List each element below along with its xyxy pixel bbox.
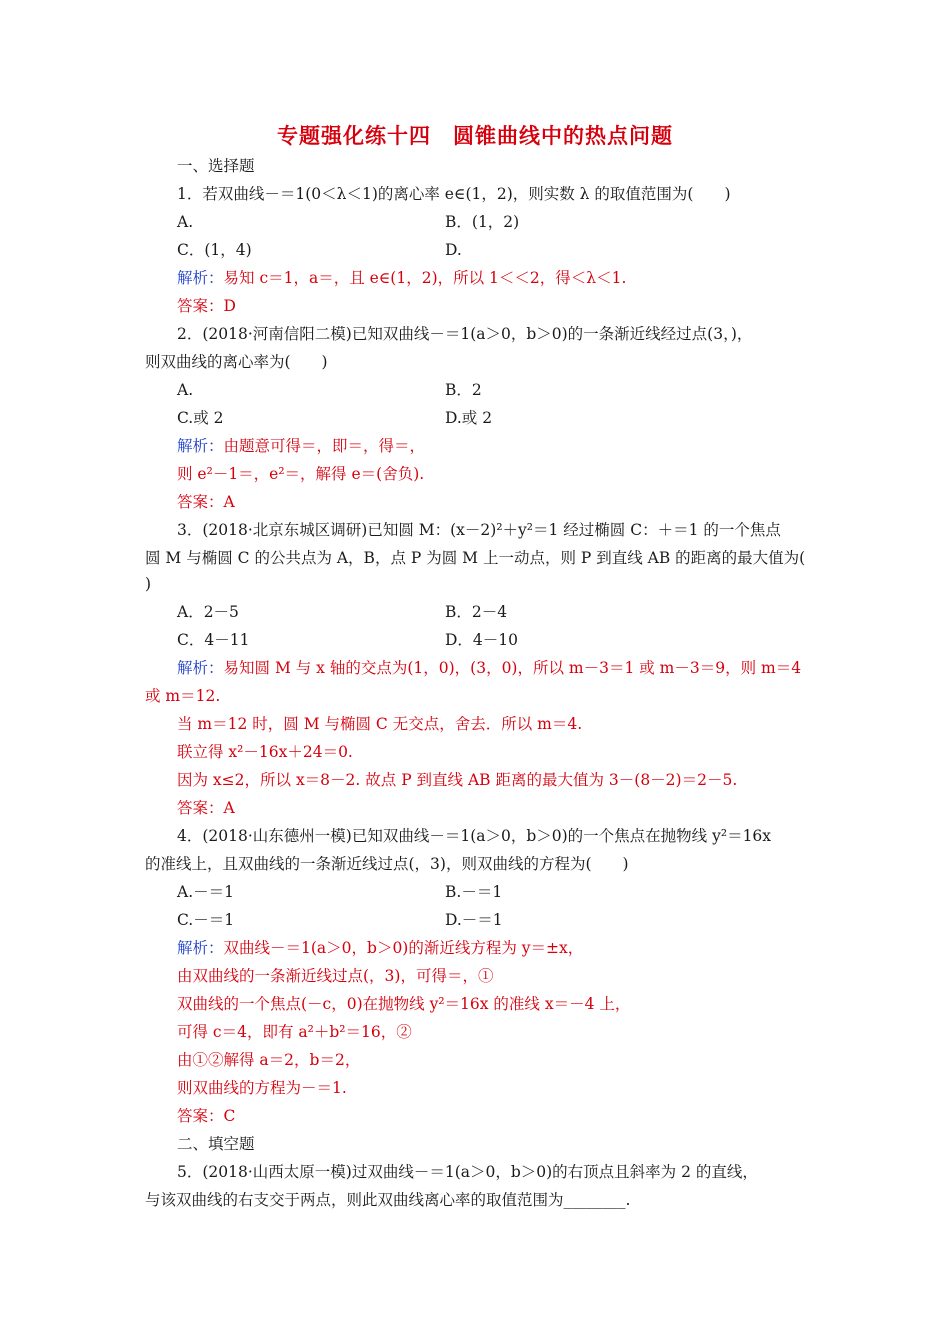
question-4-analysis-line: 双曲线的一个焦点(－c，0)在抛物线 y²＝16x 的准线 x＝－4 上， xyxy=(177,995,631,1013)
question-2-option-b: B．2 xyxy=(445,381,482,399)
analysis-text: 双曲线－＝1(a＞0，b＞0)的渐近线方程为 y＝±x， xyxy=(223,939,584,957)
question-1-option-a: A. xyxy=(177,213,194,231)
question-5-stem-cont: 与该双曲线的右支交于两点，则此双曲线离心率的取值范围为________. xyxy=(145,1191,631,1209)
question-4-option-d: D.－＝1 xyxy=(445,911,503,929)
question-1-answer: 答案：D xyxy=(177,297,236,315)
question-1-option-d: D. xyxy=(445,241,462,259)
analysis-label: 解析： xyxy=(177,939,224,957)
question-3-option-a: A．2－5 xyxy=(177,603,239,621)
question-4-answer: 答案：C xyxy=(177,1107,236,1125)
question-4-analysis-line: 由双曲线的一条渐近线过点(，3)，可得＝，① xyxy=(177,967,494,985)
question-4-analysis xyxy=(177,938,583,958)
question-3-analysis-line: 或 m＝12. xyxy=(145,687,221,705)
analysis-text: 易知圆 M 与 x 轴的交点为(1，0)，(3，0)，所以 m－3＝1 或 m－3＝9，则 m＝4 xyxy=(223,659,802,677)
page-title: 专题强化练十四 圆锥曲线中的热点问题 xyxy=(277,123,673,148)
analysis-label: 解析： xyxy=(177,269,224,287)
question-1-option-b: B．(1，2) xyxy=(445,213,520,231)
analysis-text: 由题意可得＝，即＝，得＝， xyxy=(223,437,426,455)
question-2-stem: 2．(2018·河南信阳二模)已知双曲线－＝1(a＞0，b＞0)的一条渐近线经过点(3，)， xyxy=(177,325,753,343)
question-3-analysis-line: 当 m＝12 时，圆 M 与椭圆 C 无交点，舍去．所以 m＝4. xyxy=(177,715,583,733)
question-4-analysis-line: 则双曲线的方程为－＝1. xyxy=(177,1079,347,1097)
question-2-option-c: C.或 2 xyxy=(177,409,224,427)
question-2-stem-cont: 则双曲线的离心率为( ) xyxy=(145,353,328,371)
question-1-analysis xyxy=(177,268,626,288)
question-2-analysis xyxy=(177,436,425,456)
question-4-option-c: C.－＝1 xyxy=(177,911,235,929)
question-4-stem: 4．(2018·山东德州一模)已知双曲线－＝1(a＞0，b＞0)的一个焦点在抛物线 y²＝16x xyxy=(177,827,772,845)
question-1-stem: 1．若双曲线－＝1(0＜λ＜1)的离心率 e∈(1，2)，则实数 λ 的取值范围为( ) xyxy=(177,185,731,203)
analysis-label: 解析： xyxy=(177,659,224,677)
question-3-stem-end: ) xyxy=(145,575,152,593)
question-3-analysis xyxy=(177,658,801,678)
question-4-analysis-line: 可得 c＝4，即有 a²＋b²＝16，② xyxy=(177,1023,412,1041)
question-2-answer: 答案：A xyxy=(177,493,235,511)
analysis-text: 易知 c＝1，a＝，且 e∈(1，2)，所以 1＜＜2，得＜λ＜1. xyxy=(223,269,627,287)
question-2-option-d: D.或 2 xyxy=(445,409,493,427)
question-4-analysis-line: 由①②解得 a＝2，b＝2， xyxy=(177,1051,361,1069)
question-3-option-b: B．2－4 xyxy=(445,603,508,621)
question-4-stem-cont: 的准线上，且双曲线的一条渐近线过点(，3)，则双曲线的方程为( ) xyxy=(145,855,629,873)
question-3-analysis-line: 因为 x≤2，所以 x＝8－2. 故点 P 到直线 AB 距离的最大值为 3－(8－2)＝2－5. xyxy=(177,771,738,789)
question-5-stem: 5．(2018·山西太原一模)过双曲线－＝1(a＞0，b＞0)的右顶点且斜率为 2 的直线， xyxy=(177,1163,758,1181)
question-3-option-c: C．4－11 xyxy=(177,631,250,649)
question-1-option-c: C．(1，4) xyxy=(177,241,252,259)
section-heading-choice: 一、选择题 xyxy=(177,157,255,175)
question-3-option-d: D．4－10 xyxy=(445,631,519,649)
section-heading-fill: 二、填空题 xyxy=(177,1135,255,1153)
question-3-analysis-line: 联立得 x²－16x＋24＝0. xyxy=(177,743,353,761)
question-3-stem-cont: 圆 M 与椭圆 C 的公共点为 A，B，点 P 为圆 M 上一动点，则 P 到直线 AB 的距离的最大值为( xyxy=(145,549,806,567)
question-2-analysis-line: 则 e²－1＝，e²＝，解得 e＝(舍负). xyxy=(177,465,425,483)
analysis-label: 解析： xyxy=(177,437,224,455)
question-4-option-a: A.－＝1 xyxy=(177,883,234,901)
question-2-option-a: A. xyxy=(177,381,194,399)
question-4-option-b: B.－＝1 xyxy=(445,883,503,901)
question-3-answer: 答案：A xyxy=(177,799,235,817)
question-3-stem: 3．(2018·北京东城区调研)已知圆 M：(x－2)²＋y²＝1 经过椭圆 C：＋＝1 的一个焦点 xyxy=(177,521,781,539)
